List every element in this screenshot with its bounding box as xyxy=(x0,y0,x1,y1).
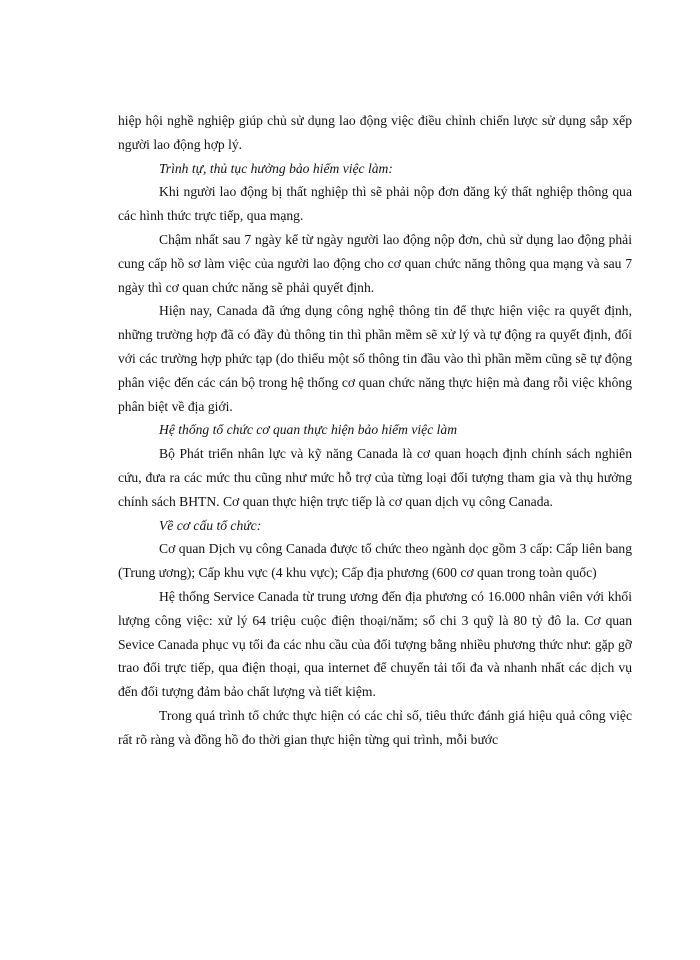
paragraph-service-levels: Cơ quan Dịch vụ công Canada được tổ chức theo ngành dọc gồm 3 cấp: Cấp liên bang (Trung ương); Cấp khu vực (4 khu vực); Cấp địa phương (600 cơ quan trong toàn quốc) xyxy=(118,541,632,581)
paragraph-employer-deadline: Chậm nhất sau 7 ngày kể từ ngày người lao động nộp đơn, chủ sử dụng lao động phải cung cấp hồ sơ làm việc của người lao động cho cơ quan chức năng thông qua mạng và sau 7 ngày thì cơ quan chức năng sẽ phải quyết định. xyxy=(118,231,632,295)
heading-structure: Về cơ cấu tổ chức: xyxy=(159,517,262,533)
paragraph-service-canada-stats: Hệ thống Service Canada từ trung ương đến địa phương có 16.000 nhân viên với khối lượng công việc: xử lý 64 triệu cuộc điện thoại/năm; số chi 3 quỹ là 80 tỷ đô la. Cơ quan Sevice Canada phục vụ tối đa các nhu cầu của đối tượng bằng nhiều phương thức như: gặp gỡ trao đổi trực tiếp, qua điện thoại, qua internet để chuyển tải tối đa và nhanh nhất các dịch vụ đến đối tượng đảm bảo chất lượng và tiết kiệm. xyxy=(118,588,632,700)
paragraph-intro-continuation: hiệp hội nghề nghiệp giúp chủ sử dụng lao động việc điều chỉnh chiến lược sử dụng sắp xếp người lao động hợp lý. xyxy=(118,113,632,152)
paragraph-unemployment-registration: Khi người lao động bị thất nghiệp thì sẽ phải nộp đơn đăng ký thất nghiệp thông qua các hình thức trực tiếp, qua mạng. xyxy=(118,184,632,224)
paragraph-ministry-role: Bộ Phát triển nhân lực và kỹ năng Canada là cơ quan hoạch định chính sách nghiên cứu, đưa ra các mức thu cũng như mức hỗ trợ của từng loại đối tượng tham gia và thụ hưởng chính sách BHTN. Cơ quan thực hiện trực tiếp là cơ quan dịch vụ công Canada. xyxy=(118,446,632,509)
paragraph-it-application: Hiện nay, Canada đã ứng dụng công nghệ thông tin để thực hiện việc ra quyết định, những trường hợp đã có đầy đủ thông tin thì phần mềm sẽ xử lý và tự động ra quyết định, đối với các trường hợp phức tạp (do thiếu một số thông tin đầu vào thì phần mềm cũng sẽ tự động phân việc đến các cán bộ trong hệ thống cơ quan chức năng thực hiện mà đang rỗi việc không phân biệt về địa giới. xyxy=(118,303,632,414)
heading-organization-system: Hệ thống tổ chức cơ quan thực hiện bảo hiểm việc làm xyxy=(159,422,458,438)
paragraph-performance-indicators: Trong quá trình tổ chức thực hiện có các chỉ số, tiêu thức đánh giá hiệu quả công việc rất rõ ràng và đồng hồ đo thời gian thực hiện từng qui trình, mỗi bước xyxy=(118,707,632,747)
heading-procedure: Trình tự, thủ tục hưởng bảo hiểm việc làm: xyxy=(159,160,393,176)
document-page xyxy=(118,109,632,752)
